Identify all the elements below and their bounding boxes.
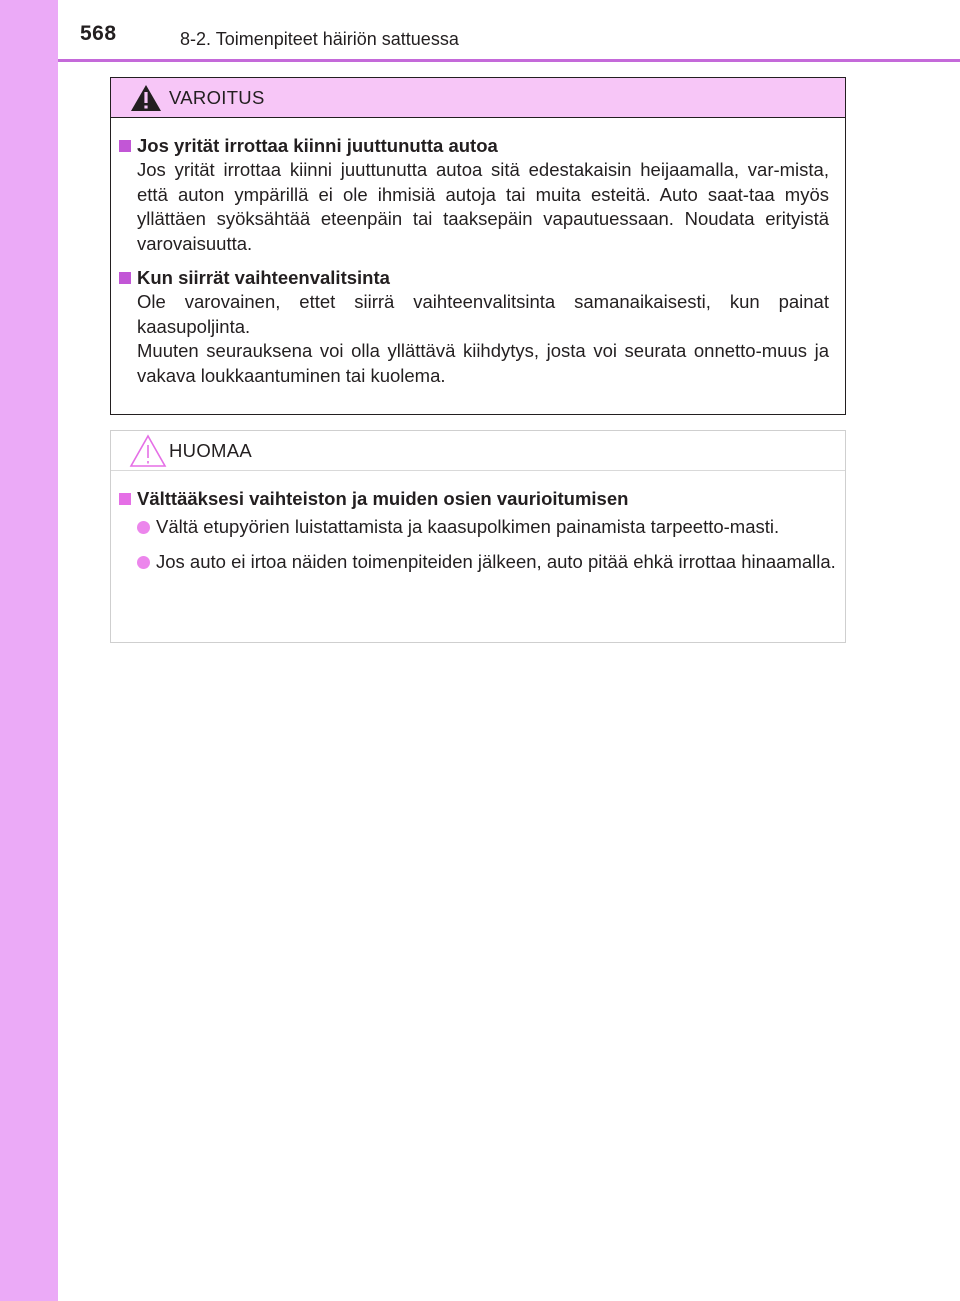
warning-item-title: Jos yrität irrottaa kiinni juuttunutta autoa (137, 135, 498, 156)
list-item (137, 550, 837, 575)
section-title: 8-2. Toimenpiteet häiriön sattuessa (180, 29, 459, 49)
notice-label: HUOMAA (169, 440, 252, 461)
notice-box (110, 430, 846, 643)
header-rule (58, 59, 960, 62)
round-bullet-icon (137, 556, 150, 569)
square-bullet-icon (119, 272, 131, 284)
list-item (137, 515, 837, 540)
warning-item-title: Kun siirrät vaihteenvalitsinta (137, 267, 390, 288)
chapter-side-tab (0, 0, 58, 1301)
warning-label: VAROITUS (169, 87, 265, 108)
warning-item-text: Muuten seurauksena voi olla yllättävä kiihdytys, josta voi seurata onnetto-muus ja vakava loukkaantuminen tai kuolema. (137, 340, 829, 386)
page-number: 568 (80, 22, 117, 45)
round-bullet-icon (137, 521, 150, 534)
notice-bullet-text: Jos auto ei irtoa näiden toimenpiteiden jälkeen, auto pitää ehkä irrottaa hinaamalla. (156, 550, 836, 572)
warning-item (119, 134, 829, 256)
square-bullet-icon (119, 493, 131, 505)
notice-bullet-text: Vältä etupyörien luistattamista ja kaasupolkimen painamista tarpeetto-masti. (156, 516, 780, 537)
caution-triangle-icon (129, 434, 167, 468)
warning-triangle-icon (129, 83, 163, 113)
warning-item-text: Ole varovainen, ettet siirrä vaihteenvalitsinta samanaikaisesti, kun painat kaasupoljinta. (137, 291, 829, 337)
notice-title: Välttääksesi vaihteiston ja muiden osien vaurioitumisen (137, 488, 629, 509)
warning-box (110, 77, 846, 415)
warning-item-text: Jos yrität irrottaa kiinni juuttunutta autoa sitä edestakaisin heijaamalla, var-mista, että auton ympärillä ei ole ihmisiä autoja tai muita esteitä. Auto saat-taa myös yllättäen syöksähtää eteenpäin tai taaksepäin vapautuessaan. Noudata erityistä varovaisuutta. (137, 159, 829, 254)
square-bullet-icon (119, 140, 131, 152)
warning-item (119, 266, 829, 388)
notice-box-header (111, 431, 845, 471)
warning-box-header (111, 78, 845, 118)
